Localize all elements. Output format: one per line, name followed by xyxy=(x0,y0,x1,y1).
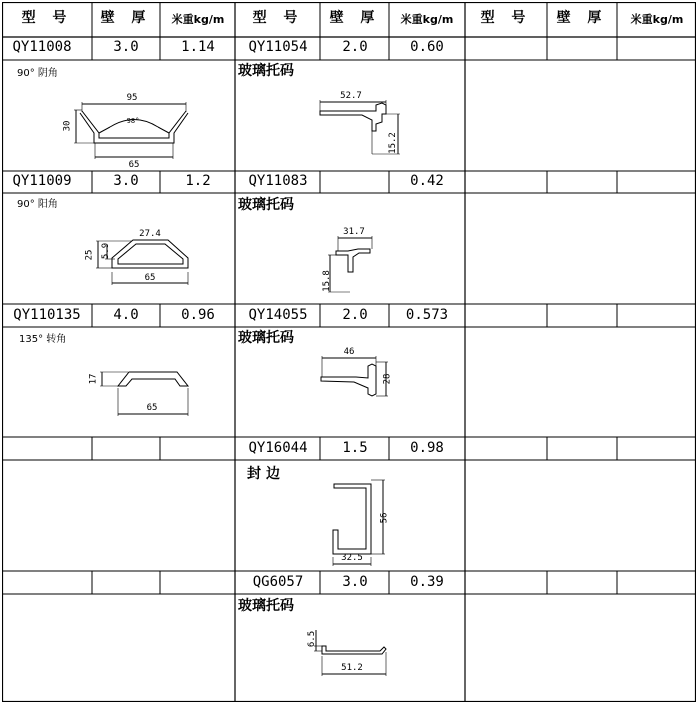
dim-qy11008-a: 95 xyxy=(126,93,138,103)
dim-qy11009-b: 65 xyxy=(144,273,156,283)
col2-row5-caption: 玻璃托码 xyxy=(238,598,294,614)
drawing-qg6057 xyxy=(2,2,465,702)
col1-row1-weight: 1.14 xyxy=(181,39,215,55)
dim-qy14055-a: 46 xyxy=(343,347,355,357)
dim-qy11083-b: 15.8 xyxy=(321,270,332,292)
col2-row5-weight: 0.39 xyxy=(410,574,444,590)
header-thickness-1: 壁 厚 xyxy=(100,10,152,26)
dim-qy110135-a: 65 xyxy=(146,403,158,413)
dim-qy11008-angle: 98° xyxy=(126,117,140,125)
dim-qy11009-c: 25 xyxy=(84,249,95,261)
col1-row1-thickness: 3.0 xyxy=(113,39,139,55)
col2-row1-code: QY11054 xyxy=(248,39,308,55)
col2-row3-weight: 0.573 xyxy=(405,307,449,323)
col2-row3-caption: 玻璃托码 xyxy=(238,330,294,346)
col2-row2-caption: 玻璃托码 xyxy=(238,197,294,213)
header-weight-1: 米重kg/m xyxy=(171,13,225,26)
header-model-1: 型 号 xyxy=(21,10,73,26)
col1-row3-caption: 135° 转角 xyxy=(19,334,67,345)
dim-qy14055-b: 28 xyxy=(382,373,393,385)
col2-row5-code: QG6057 xyxy=(252,574,304,590)
header-thickness-3: 壁 厚 xyxy=(556,10,608,26)
dim-qg6057-b: 51.2 xyxy=(341,663,363,673)
col1-row1-caption: 90° 阴角 xyxy=(17,68,58,79)
header-weight-2: 米重kg/m xyxy=(400,13,454,26)
col2-row5-thickness: 3.0 xyxy=(342,574,368,590)
header-weight-3: 米重kg/m xyxy=(630,13,684,26)
dim-qy110135-b: 17 xyxy=(88,373,99,385)
dim-qy11054-a: 52.7 xyxy=(340,91,362,101)
dim-qg6057-a: 6.5 xyxy=(307,630,318,648)
col1-row3-thickness: 4.0 xyxy=(113,307,139,323)
col2-row2-code: QY11083 xyxy=(248,173,308,189)
dim-qy16044-a: 56 xyxy=(379,512,390,524)
profile-catalog-sheet xyxy=(2,2,696,702)
header-model-3: 型 号 xyxy=(480,10,532,26)
col1-row2-code: QY11009 xyxy=(12,173,72,189)
header-model-2: 型 号 xyxy=(252,10,304,26)
col2-row4-weight: 0.98 xyxy=(410,440,444,456)
dim-qy11009-d: 5.9 xyxy=(101,242,112,260)
dim-qy11009-a: 27.4 xyxy=(139,229,161,239)
dim-qy11008-b: 65 xyxy=(128,160,140,170)
col1-row3-weight: 0.96 xyxy=(181,307,215,323)
dim-qy11083-a: 31.7 xyxy=(343,227,365,237)
col2-row4-code: QY16044 xyxy=(248,440,308,456)
col2-row1-thickness: 2.0 xyxy=(342,39,368,55)
col1-row1-code: QY11008 xyxy=(12,39,72,55)
col2-row2-weight: 0.42 xyxy=(410,173,444,189)
dim-qy11054-b: 15.2 xyxy=(387,132,398,154)
col2-row1-weight: 0.60 xyxy=(410,39,444,55)
col2-row1-caption: 玻璃托码 xyxy=(238,63,294,79)
col2-row3-code: QY14055 xyxy=(248,307,308,323)
col2-row4-caption: 封边 xyxy=(247,466,285,482)
dim-qy11008-c: 30 xyxy=(62,120,73,132)
col1-row3-code: QY110135 xyxy=(13,307,81,323)
col1-row2-caption: 90° 阳角 xyxy=(17,199,58,210)
col1-row2-thickness: 3.0 xyxy=(113,173,139,189)
header-thickness-2: 壁 厚 xyxy=(329,10,381,26)
col1-row2-weight: 1.2 xyxy=(185,173,211,189)
dim-qy16044-b: 32.5 xyxy=(341,553,363,563)
col2-row3-thickness: 2.0 xyxy=(342,307,368,323)
col2-row4-thickness: 1.5 xyxy=(342,440,368,456)
